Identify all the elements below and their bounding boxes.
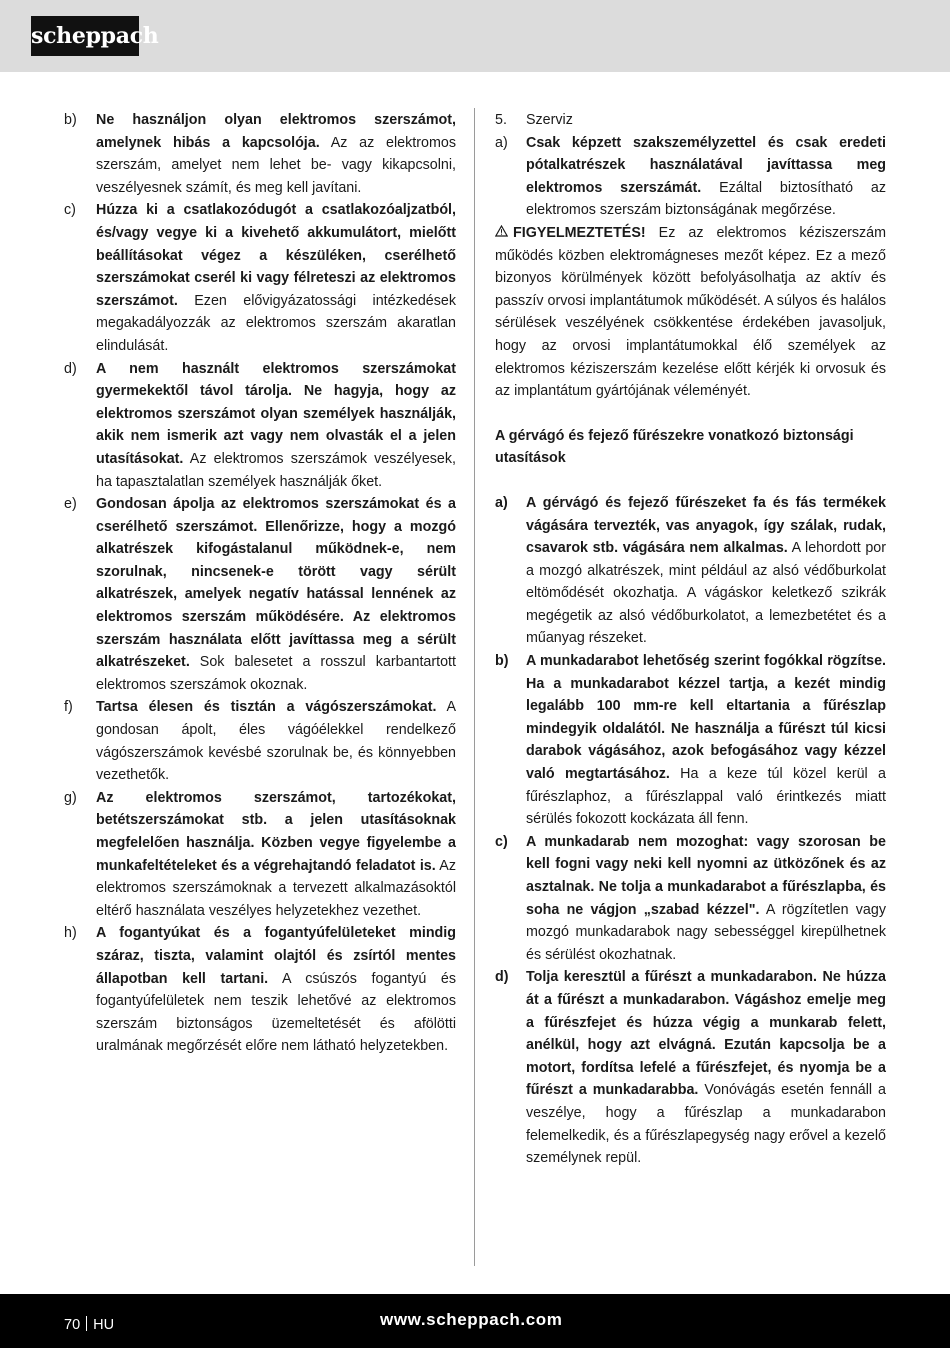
right-column [495, 109, 886, 1170]
page-number: 70 [64, 1317, 81, 1333]
item-bold-text: A munkadarab nem mozoghat: vagy szorosan be kell fogni vagy neki kell nyomni az ütközőnek és az asztalnak. Ne tolja a munkadarabot a fűrészlapba, és soha ne vágjon „szabad kézzel". [526, 833, 886, 918]
list-item [495, 492, 886, 650]
item-bold-text: A fogantyúkat és a fogantyúfelületeket mindig száraz, tiszta, valamint olajtól és zsírtól mentes állapotban kell tartani. [96, 925, 456, 987]
item-marker: b) [64, 112, 77, 128]
item-marker: b) [495, 653, 509, 670]
section-number: 5. [495, 112, 507, 128]
item-marker: g) [64, 789, 77, 806]
page-separator [86, 1316, 87, 1331]
item-text: Ha a keze túl közel kerül a fűrészlaphoz, a fűrészlappal való érintkezés miatt sérülés fokozott kockázata áll fenn. [526, 766, 886, 828]
safety-section-title: A gérvágó és fejező fűrészekre vonatkozó biztonsági utasítások [495, 427, 854, 467]
item-text: A rögzítetlen vagy mozgó munkadarabok nagy sebességgel kirepülhetnek és sérülést okozhatnak. [526, 901, 886, 963]
item-marker: e) [64, 496, 77, 513]
page-number-block [64, 1315, 114, 1335]
list-item [64, 787, 456, 923]
item-body [96, 696, 456, 786]
item-text: Az elektromos szerszámok veszélyesek, ha tapasztalatlan személyek használják őket. [96, 450, 456, 490]
list-item [64, 109, 456, 199]
website-url: www.scheppach.com [380, 1310, 563, 1329]
item-body [96, 787, 456, 923]
item-marker: a) [495, 494, 508, 511]
item-text: Az elektromos szerszámoknak a tervezett alkalmazásoktól eltérő használata veszélyes helyzetekhez vezethet. [96, 857, 456, 919]
item-marker: c) [495, 833, 508, 850]
item-body [526, 492, 886, 650]
item-bold-text: Csak képzett szakszemélyzettel és csak eredeti pótalkatrészek használatával javíttassa meg elektromos szerszámát. [526, 134, 886, 196]
item-body [526, 831, 886, 967]
item-marker: d) [64, 360, 77, 377]
item-bold-text: Ne használjon olyan elektromos szerszámot, amelynek hibás a kapcsolója. [96, 112, 456, 151]
column-divider [474, 108, 475, 1266]
item-text: Az az elektromos szerszám, amelyet nem lehet be- vagy kikapcsolni, veszélyesnek számít, és meg kell javítani. [96, 134, 456, 196]
item-text: A lehordott por a mozgó alkatrészek, mint például az alsó védőburkolat eltömődését okozhatja. A vágáskor keletkező szikrák megégetik az alsó védőburkolatot, a lemezbetétet és a műanyag részeket. [526, 540, 886, 647]
item-marker: h) [64, 925, 77, 942]
list-item [64, 358, 456, 494]
item-bold-text: Húzza ki a csatlakozódugót a csatlakozóaljzatból, és/vagy vegye ki a kivehető akkumulátort, mielőtt beállításokat végez a készüléken, cserélhető szerszámokat cserél ki vagy félreteszi az elektromos szerszámot. [96, 202, 456, 309]
item-bold-text: A munkadarabot lehetőség szerint fogókkal rögzítse. Ha a munkadarabot kézzel tartja, a kezét mindig legalább 100 mm-re kell eltartania a fűrészlap mindegyik oldalától. Ne használja a fűrészt túl kicsi darabok vágásához, azok befogásához vagy kézzel való megtartásához. [526, 653, 886, 783]
list-item [64, 493, 456, 696]
item-body [526, 650, 886, 831]
warning-label: FIGYELMEZTETÉS! [513, 224, 646, 241]
item-marker: f) [64, 699, 73, 716]
item-bold-text: A gérvágó és fejező fűrészeket fa és fás termékek vágására tervezték, vas anyagok, így szálak, rudak, csavarok stb. vágására nem alkalmas. [526, 494, 886, 557]
item-body [96, 109, 456, 199]
item-body [96, 922, 456, 1058]
item-bold-text: Tartsa élesen és tisztán a vágószerszámokat. [96, 699, 437, 716]
item-marker: c) [64, 202, 76, 219]
item-text: Ezen elővigyázatossági intézkedések megakadályozzák az elektromos szerszám akaratlan elindulását. [96, 292, 456, 354]
list-item [64, 199, 456, 357]
list-item [64, 696, 456, 786]
brand-logo: scheppach [31, 16, 139, 56]
list-item [64, 922, 456, 1058]
item-marker: d) [495, 969, 509, 986]
item-body [526, 132, 886, 222]
section-title: Szerviz [526, 112, 573, 128]
warning-paragraph [495, 222, 886, 403]
item-text: A csúszós fogantyú és fogantyúfelületek nem teszik lehetővé az elektromos szerszám biztonságos üzemeltetését és afölötti uralmának megőrzését előre nem látható helyzetekben. [96, 970, 456, 1055]
left-column [64, 109, 456, 1058]
list-item [495, 831, 886, 967]
warning-text: Ez az elektromos kéziszerszám működés közben elektromágneses mezőt képez. Ez a mező bizonyos körülmények között befolyásolhatja az aktív és passzív orvosi implantátumok működését. A súlyos és halálos sérülések veszélyének csökkentése érdekében javasoljuk, hogy az orvosi implantátumokkal élő személyek az elektromos kéziszerszám kezelése előtt kérjék ki orvosuk és az implantátum gyártójának véleményét. [495, 224, 886, 400]
item-body [96, 199, 456, 357]
item-bold-text: A nem használt elektromos szerszámokat gyermekektől távol tárolja. Ne hagyja, hogy az elektromos szerszámot olyan személyek használják, akik nem ismerik azt vagy nem olvasták el a jelen utasításokat. [96, 360, 456, 467]
item-bold-text: Tolja keresztül a fűrészt a munkadarabon. Ne húzza át a fűrészt a munkadarabon. Vágáshoz emelje meg a fűrészfejet és húzza végig a munkarab felett, anélkül, hogy azt elvágná. Ezután kapcsolja be a motort, fordítsa lefelé a fűrészfejet, és nyomja be a fűrészt a munkadarabba. [526, 969, 886, 1099]
item-bold-text: Gondosan ápolja az elektromos szerszámokat és a cserélhető szerszámot. Ellenőrizze, hogy a mozgó alkatrészek kifogástalanul működnek-e, nem szorulnak, nincsenek-e törött vagy sérült alkatrészek, amelyek negatív hatással lennének az elektromos szerszám működésére. Az elektromos szerszám használata előtt javíttassa meg a sérült alkatrészeket. [96, 496, 456, 671]
list-item [495, 966, 886, 1169]
item-text: Vonóvágás esetén fennáll a veszélye, hogy a fűrészlap a munkadarabon felemelkedik, és a fűrészlapegység nagy erővel a kezelő személynek repül. [526, 1082, 886, 1167]
language-code: HU [93, 1317, 115, 1333]
section-heading-service [495, 109, 886, 132]
warning-triangle-icon [495, 222, 513, 245]
item-bold-text: Az elektromos szerszámot, tartozékokat, betétszerszámokat stb. a jelen utasításoknak megfelelően használja. Közben vegye figyelembe a munkafeltételeket és a végrehajtandó feladatot is. [96, 789, 456, 874]
item-body [96, 493, 456, 696]
item-body [96, 358, 456, 494]
list-item [495, 650, 886, 831]
item-text: Ezáltal biztosítható az elektromos szerszám biztonságának megőrzése. [526, 179, 886, 219]
item-text: Sok balesetet a rosszul karbantartott elektromos szerszámok okoznak. [96, 654, 456, 693]
item-text: A gondosan ápolt, éles vágóélekkel rendelkező vágószerszámok kevésbé szorulnak be, és könnyebben vezethetők. [96, 699, 456, 784]
item-body [526, 966, 886, 1169]
list-item [495, 132, 886, 222]
item-marker: a) [495, 134, 508, 151]
